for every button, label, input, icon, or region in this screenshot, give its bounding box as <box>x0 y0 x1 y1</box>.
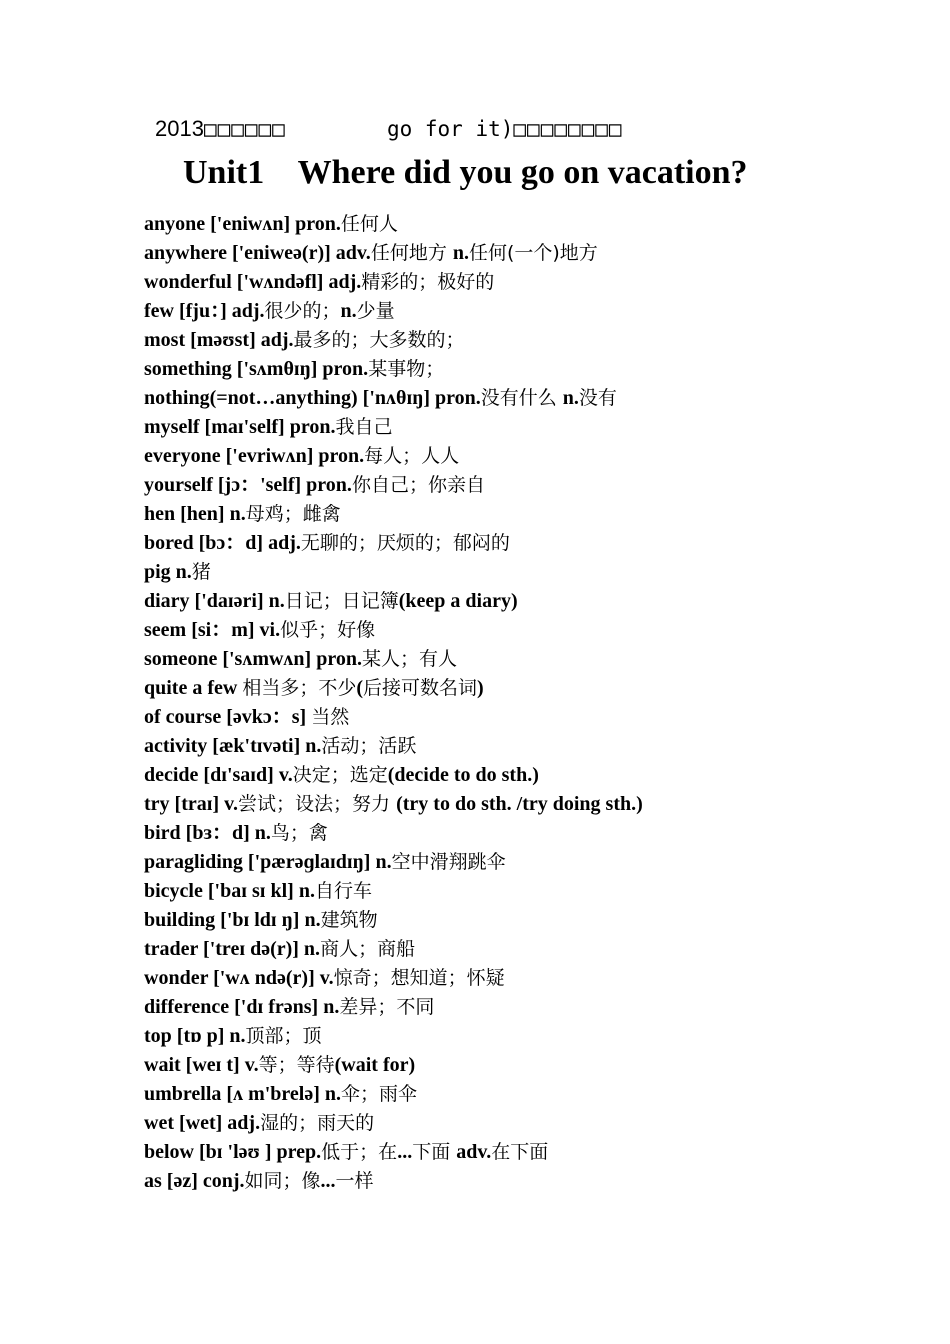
vocab-chinese: 后接可数名词 <box>363 677 478 699</box>
vocab-chinese: 下面 <box>412 1141 457 1163</box>
vocab-chinese: 尝试；设法；努力 <box>238 793 397 815</box>
vocab-entry <box>144 848 924 877</box>
vocab-english: wonderful ['wʌndəfl] adj. <box>144 271 362 293</box>
vocab-english: (keep a diary) <box>398 590 518 612</box>
vocab-entry <box>144 1109 924 1138</box>
vocab-english: (decide to do sth.) <box>387 764 539 786</box>
vocab-english: of course [əvkɔ：s] <box>144 706 312 728</box>
vocab-chinese: 相当多；不少 <box>242 677 357 699</box>
vocab-chinese: 很少的； <box>264 300 341 322</box>
vocab-entry <box>144 500 924 529</box>
vocab-entry <box>144 906 924 935</box>
vocab-chinese: 没有什么 <box>480 387 563 409</box>
vocab-chinese: 某事物； <box>368 358 445 380</box>
vocab-english: wet [wet] adj. <box>144 1112 261 1134</box>
vocab-english: ... <box>397 1141 413 1163</box>
vocab-english: activity [æk'tɪvəti] n. <box>144 735 322 757</box>
vocab-chinese: 似乎；好像 <box>280 619 376 641</box>
vocab-english: pig n. <box>144 561 192 583</box>
vocab-chinese: 鸟；禽 <box>270 822 328 844</box>
vocab-entry <box>144 877 924 906</box>
vocab-chinese: 建筑物 <box>320 909 378 931</box>
vocab-entry <box>144 935 924 964</box>
vocab-english: decide [dɪ'saɪd] v. <box>144 764 293 786</box>
vocab-english: diary ['daɪəri] n. <box>144 590 285 612</box>
vocab-english: yourself [jɔ：'self] pron. <box>144 474 352 496</box>
vocab-entry <box>144 384 924 413</box>
vocab-chinese: 我自己 <box>335 416 393 438</box>
vocab-english: something ['sʌmθɪŋ] pron. <box>144 358 369 380</box>
vocab-chinese: 惊奇；想知道；怀疑 <box>333 967 505 989</box>
vocab-english: few [fju：] adj. <box>144 300 265 322</box>
vocab-entry <box>144 558 924 587</box>
vocab-english: as [əz] conj. <box>144 1170 245 1192</box>
vocab-chinese: 商人；商船 <box>320 938 416 960</box>
vocab-chinese: 精彩的；极好的 <box>361 271 495 293</box>
vocab-entry <box>144 529 924 558</box>
vocab-entry <box>144 674 924 703</box>
vocab-english: adv. <box>456 1141 492 1163</box>
vocab-entry <box>144 964 924 993</box>
vocab-english: someone ['sʌmwʌn] pron. <box>144 648 362 670</box>
vocab-entry <box>144 326 924 355</box>
vocab-english: anywhere ['eniweə(r)] adv. <box>144 242 371 264</box>
header-garbled-text: □□□□□□ <box>203 117 286 141</box>
vocab-english: difference ['dɪ frəns] n. <box>144 996 340 1018</box>
vocab-english: trader ['treɪ də(r)] n. <box>144 938 321 960</box>
vocab-entry <box>144 442 924 471</box>
vocab-english: try [traɪ] v. <box>144 793 239 815</box>
vocab-english: most [məʊst] adj. <box>144 329 294 351</box>
vocab-chinese: 无聊的；厌烦的；郁闷的 <box>300 532 510 554</box>
vocab-english: ) <box>477 677 484 699</box>
vocab-chinese: 活动；活跃 <box>321 735 417 757</box>
vocab-english: nothing(=not…anything) ['nʌθɪŋ] pron. <box>144 387 481 409</box>
vocab-english: top [tɒ p] n. <box>144 1025 246 1047</box>
vocab-chinese: 日记；日记簿 <box>284 590 399 612</box>
vocab-english: anyone ['eniwʌn] pron. <box>144 213 341 235</box>
vocab-english: bicycle ['baɪ sɪ kl] n. <box>144 880 315 902</box>
vocab-chinese: 任何地方 <box>370 242 453 264</box>
vocab-chinese: 决定；选定 <box>292 764 388 786</box>
vocab-chinese: 在下面 <box>491 1141 549 1163</box>
vocab-chinese: 某人；有人 <box>361 648 457 670</box>
vocab-entry <box>144 587 924 616</box>
vocab-entry <box>144 1138 924 1167</box>
vocab-chinese: 低于；在 <box>321 1141 398 1163</box>
vocab-english: wonder ['wʌ ndə(r)] v. <box>144 967 334 989</box>
vocab-english: paragliding ['pærəɡlaɪdɪŋ] n. <box>144 851 392 873</box>
vocab-entry <box>144 819 924 848</box>
vocab-chinese: 伞；雨伞 <box>341 1083 418 1105</box>
vocab-english: building ['bɪ ldɪ ŋ] n. <box>144 909 321 931</box>
document-header <box>155 116 623 142</box>
vocab-chinese: 少量 <box>356 300 395 322</box>
vocab-chinese: 最多的；大多数的； <box>293 329 465 351</box>
vocab-entry <box>144 355 924 384</box>
vocab-chinese: 每人；人人 <box>364 445 460 467</box>
vocab-entry <box>144 1167 924 1196</box>
vocab-english: everyone ['evriwʌn] pron. <box>144 445 365 467</box>
vocab-english: quite a few <box>144 677 243 699</box>
header-garbled-text-2: □□□□□□□□ <box>513 117 623 141</box>
unit-title: Unit1 Where did you go on vacation? <box>183 154 748 191</box>
vocab-english: hen [hen] n. <box>144 503 246 525</box>
vocab-entry <box>144 993 924 1022</box>
vocab-chinese: 任何(一个)地方 <box>468 242 598 264</box>
header-series: go for it) <box>386 117 514 141</box>
vocab-entry <box>144 732 924 761</box>
vocab-chinese: 差异；不同 <box>339 996 435 1018</box>
vocab-english: n. <box>340 300 357 322</box>
vocab-chinese: 当然 <box>311 706 350 728</box>
vocab-english: below [bɪ 'ləʊ ] prep. <box>144 1141 322 1163</box>
vocab-chinese: 等；等待 <box>258 1054 335 1076</box>
vocab-entry <box>144 297 924 326</box>
header-year: 2013 <box>155 116 204 141</box>
vocab-entry <box>144 1080 924 1109</box>
vocab-english: ... <box>320 1170 336 1192</box>
vocab-english: bird [bɜ：d] n. <box>144 822 271 844</box>
vocab-english: n. <box>562 387 579 409</box>
vocab-entry <box>144 645 924 674</box>
vocab-chinese: 一样 <box>335 1170 374 1192</box>
vocab-entry <box>144 703 924 732</box>
vocab-chinese: 空中滑翔跳伞 <box>391 851 506 873</box>
vocab-entry <box>144 761 924 790</box>
vocab-english: bored [bɔ：d] adj. <box>144 532 301 554</box>
vocab-chinese: 你自己；你亲自 <box>351 474 485 496</box>
vocab-entry <box>144 790 924 819</box>
vocab-english: ( <box>356 677 364 699</box>
vocab-english: seem [si：m] vi. <box>144 619 281 641</box>
vocabulary-list <box>144 210 924 1196</box>
vocab-entry <box>144 471 924 500</box>
vocab-chinese: 没有 <box>578 387 617 409</box>
vocab-chinese: 自行车 <box>314 880 372 902</box>
vocab-english: (try to do sth. /try doing sth.) <box>396 793 643 815</box>
vocab-chinese: 任何人 <box>340 213 398 235</box>
vocab-chinese: 顶部；顶 <box>245 1025 322 1047</box>
vocab-chinese: 母鸡；雌禽 <box>245 503 341 525</box>
vocab-entry <box>144 239 924 268</box>
vocab-english: n. <box>452 242 469 264</box>
vocab-entry <box>144 210 924 239</box>
vocab-chinese: 猪 <box>191 561 211 583</box>
vocab-entry <box>144 413 924 442</box>
vocab-english: (wait for) <box>334 1054 416 1076</box>
vocab-chinese: 如同；像 <box>244 1170 321 1192</box>
vocab-english: umbrella [ʌ m'brelə] n. <box>144 1083 342 1105</box>
vocab-english: myself [maɪ'self] pron. <box>144 416 336 438</box>
vocab-entry <box>144 616 924 645</box>
vocab-english: wait [weɪ t] v. <box>144 1054 259 1076</box>
vocab-entry <box>144 1022 924 1051</box>
vocab-chinese: 湿的；雨天的 <box>260 1112 375 1134</box>
vocab-entry <box>144 268 924 297</box>
vocab-entry <box>144 1051 924 1080</box>
